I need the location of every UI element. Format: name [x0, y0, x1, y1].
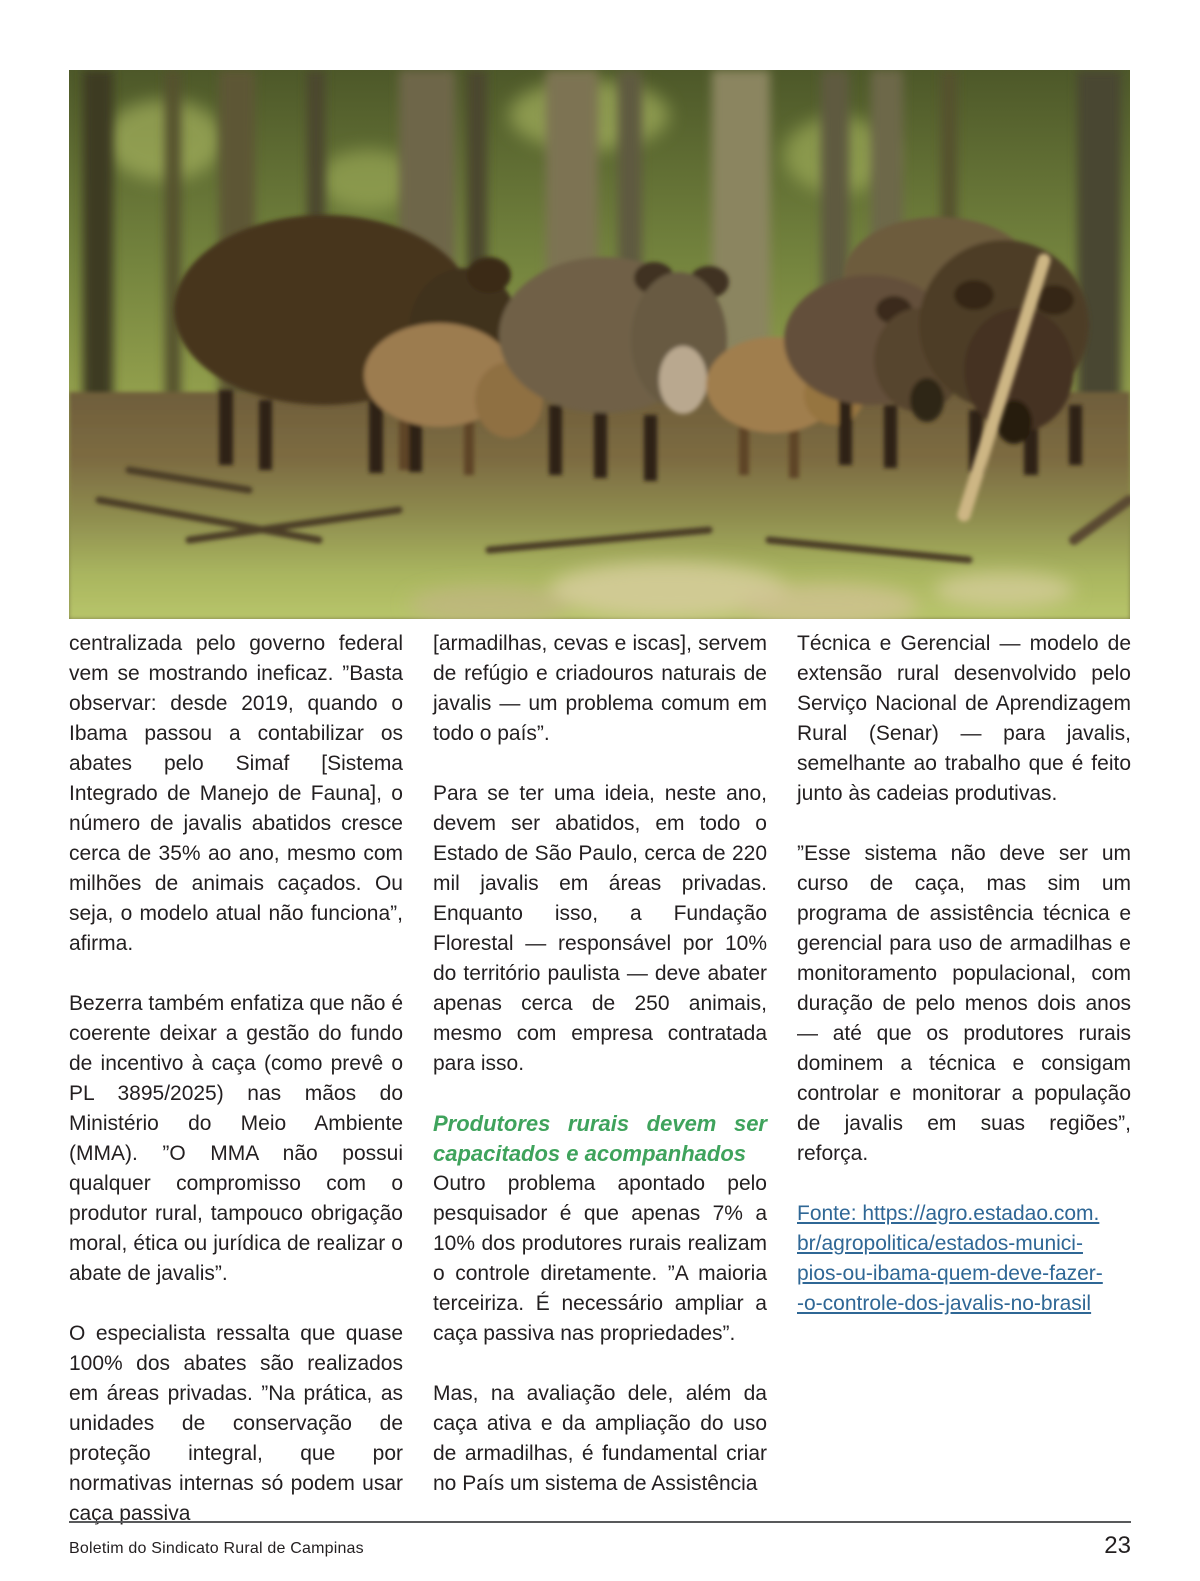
source-link-line: br/agropolitica/estados-munici-: [797, 1232, 1083, 1255]
column-3: [797, 629, 1131, 1559]
page-footer: [69, 1521, 1131, 1560]
paragraph: Bezerra também enfatiza que não é coerente deixar a gestão do fundo de incentivo à caça (como prevê o PL 3895/2025) nas mãos do Ministério do Meio Ambiente (MMA). ”O MMA não possui qualquer compromisso com o produtor rural, tampouco obrigação moral, ética ou jurídica de realizar o abate de javalis”.: [69, 992, 403, 1285]
paragraph: [armadilhas, cevas e iscas], servem de refúgio e criadouros naturais de javalis — um problema comum em todo o país”.: [433, 632, 767, 745]
section-subheading: Produtores rurais devem ser capacitados e acompanhados: [433, 1111, 767, 1166]
source-link-line: -o-controle-dos-javalis-no-brasil: [797, 1292, 1092, 1315]
column-1: [69, 629, 403, 1559]
paragraph: Para se ter uma ideia, neste ano, devem ser abatidos, em todo o Estado de São Paulo, cerca de 220 mil javalis em áreas privadas. Enquanto isso, a Fundação Florestal — responsável por 10% do território paulista — deve abater apenas cerca de 250 animais, mesmo com empresa contratada para isso.: [433, 782, 767, 1075]
source-link[interactable]: [797, 1199, 1131, 1319]
footer-divider: [69, 1521, 1131, 1523]
wild-boars-photo-scene: [69, 70, 1130, 619]
paragraph: Outro problema apontado pelo pesquisador é que apenas 7% a 10% dos produtores rurais realizam o controle diretamente. ”A maioria terceiriza. É necessário ampliar a caça passiva nas propriedades”.: [433, 1172, 767, 1345]
paragraph: Técnica e Gerencial — modelo de extensão rural desenvolvido pelo Serviço Nacional de Aprendizagem Rural (Senar) — para javalis, semelhante ao trabalho que é feito junto às cadeias produtivas.: [797, 632, 1131, 805]
paragraph: centralizada pelo governo federal vem se mostrando ineficaz. ”Basta observar: desde 2019, quando o Ibama passou a contabilizar os abates pelo Simaf [Sistema Integrado de Manejo de Fauna], o número de javalis abatidos cresce cerca de 35% ao ano, mesmo com milhões de animais caçados. Ou seja, o modelo atual não funciona”, afirma.: [69, 632, 403, 955]
column-2: [433, 629, 767, 1559]
wild-boars-photo: [69, 70, 1130, 619]
source-link-line: pios-ou-ibama-quem-deve-fazer-: [797, 1262, 1103, 1285]
source-link-line: Fonte: https://agro.estadao.com.: [797, 1202, 1100, 1225]
footer-publication: Boletim do Sindicato Rural de Campinas: [69, 1540, 364, 1557]
article-body: [69, 629, 1131, 1559]
footer-page-number: 23: [1104, 1532, 1131, 1559]
footer-row: [69, 1532, 1131, 1560]
paragraph: Mas, na avaliação dele, além da caça ativa e da ampliação do uso de armadilhas, é fundamental criar no País um sistema de Assistência: [433, 1382, 767, 1495]
paragraph: O especialista ressalta que quase 100% dos abates são realizados em áreas privadas. ”Na prática, as unidades de conservação de proteção integral, que por normativas internas só podem usar caça passiva: [69, 1322, 403, 1525]
paragraph: ”Esse sistema não deve ser um curso de caça, mas sim um programa de assistência técnica e gerencial para uso de armadilhas e monitoramento populacional, com duração de pelo menos dois anos — até que os produtores rurais dominem a técnica e consigam controlar e monitorar a população de javalis em suas regiões”, reforça.: [797, 842, 1131, 1165]
